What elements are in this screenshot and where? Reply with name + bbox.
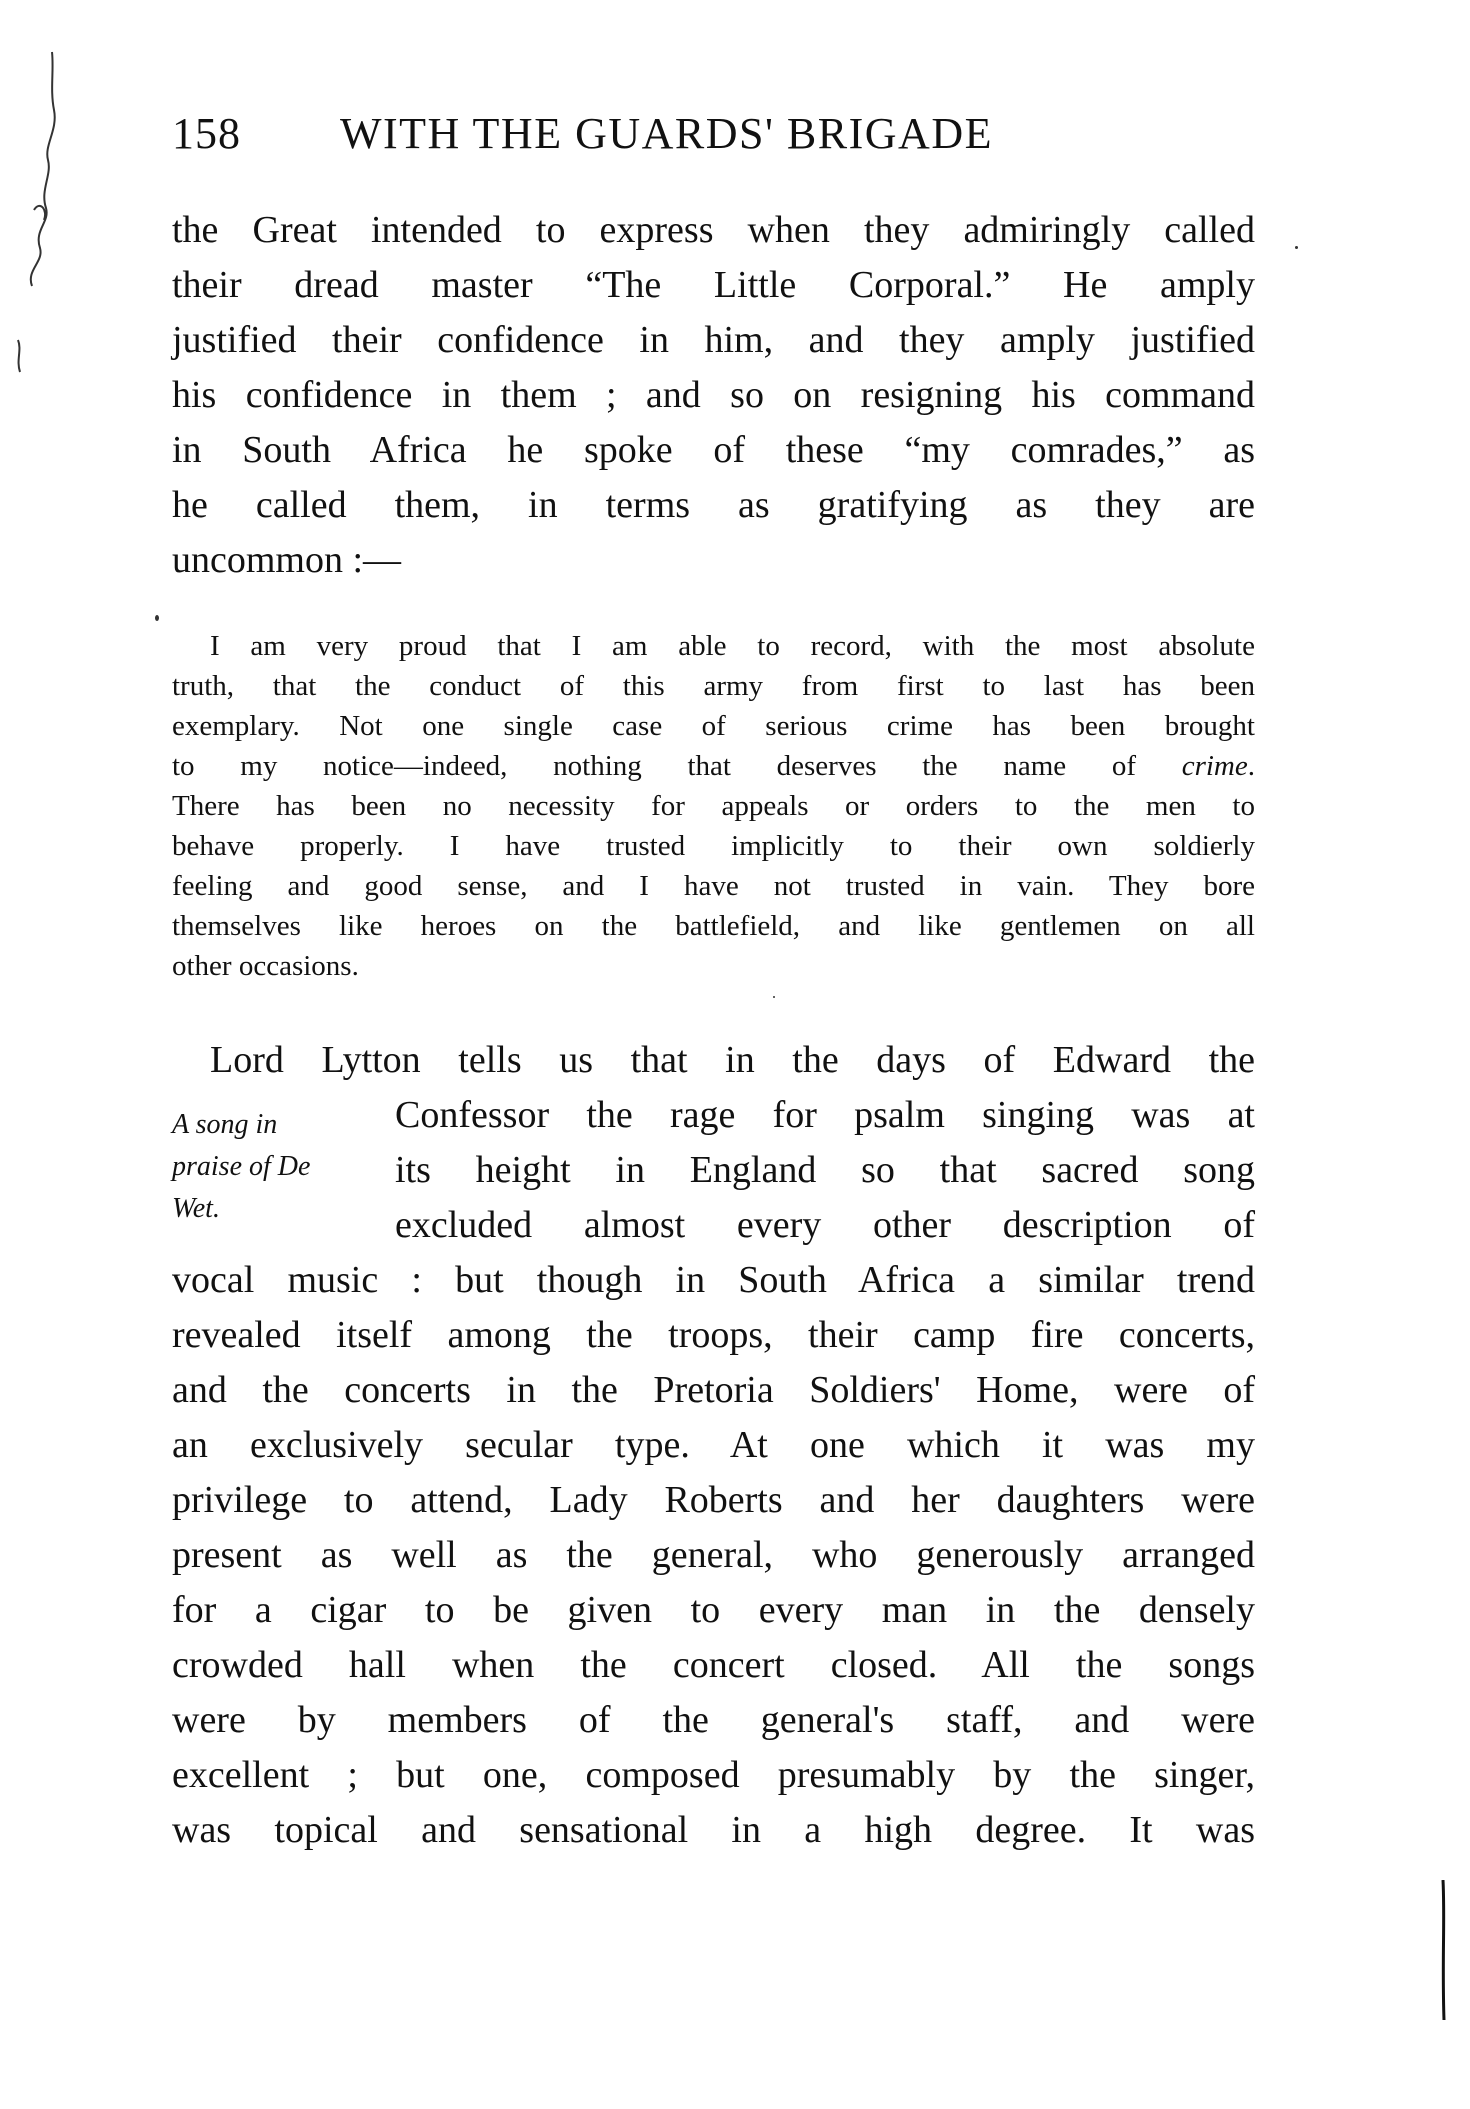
text-line: he called them, in terms as gratifying as they are	[172, 484, 1255, 526]
quote-punctuation: .	[1247, 750, 1255, 782]
ink-speck	[1295, 246, 1298, 249]
text-line: was topical and sensational in a high degree. It was	[172, 1809, 1255, 1851]
text-line: their dread master “The Little Corporal.” He amply	[172, 264, 1255, 306]
text-line: justified their confidence in him, and they amply justified	[172, 319, 1255, 361]
text-line: for a cigar to be given to every man in the densely	[172, 1589, 1255, 1631]
quote-line: feeling and good sense, and I have not trusted in vain. They bore	[172, 870, 1255, 902]
text-line: excellent ; but one, composed presumably by the singer,	[172, 1754, 1255, 1796]
quote-line: truth, that the conduct of this army from first to last has been	[172, 670, 1255, 702]
page-number: 158	[172, 109, 241, 158]
emphasized-word: crime	[1181, 750, 1248, 782]
text-line: Lord Lytton tells us that in the days of Edward the	[210, 1039, 1255, 1081]
text-line: crowded hall when the concert closed. All the songs	[172, 1644, 1255, 1686]
running-title: WITH THE GUARDS' BRIGADE	[340, 109, 993, 158]
text-line: his confidence in them ; and so on resigning his command	[172, 374, 1255, 416]
quote-line	[172, 746, 1255, 786]
text-line: present as well as the general, who generously arranged	[172, 1534, 1255, 1576]
text-line: its height in England so that sacred song	[395, 1149, 1255, 1191]
sidenote-line: A song in	[172, 1109, 278, 1140]
quote-text: to my notice—indeed, nothing that deserves the name of	[172, 750, 1182, 782]
quote-line: There has been no necessity for appeals or orders to the men to	[172, 790, 1255, 822]
ink-speck	[773, 996, 775, 998]
scan-edge-mark	[1440, 1880, 1448, 2020]
text-line: in South Africa he spoke of these “my comrades,” as	[172, 429, 1255, 471]
quote-line: behave properly. I have trusted implicitly to their own soldierly	[172, 830, 1255, 862]
quote-line: exemplary. Not one single case of serious crime has been brought	[172, 710, 1255, 742]
text-line: revealed itself among the troops, their camp fire concerts,	[172, 1314, 1255, 1356]
text-line: uncommon :—	[172, 539, 402, 581]
quote-line: other occasions.	[172, 950, 359, 982]
text-line: vocal music : but though in South Africa a similar trend	[172, 1259, 1255, 1301]
text-line: Confessor the rage for psalm singing was at	[395, 1094, 1255, 1136]
text-line: an exclusively secular type. At one which it was my	[172, 1424, 1255, 1466]
quote-line: themselves like heroes on the battlefield, and like gentlemen on all	[172, 910, 1255, 942]
text-line: were by members of the general's staff, and were	[172, 1699, 1255, 1741]
marginal-sidenote	[172, 1104, 372, 1230]
text-line: excluded almost every other description of	[395, 1204, 1255, 1246]
text-line: the Great intended to express when they admiringly called	[172, 209, 1255, 251]
quote-line: I am very proud that I am able to record, with the most absolute	[210, 630, 1255, 662]
sidenote-line: praise of De	[172, 1151, 311, 1182]
ink-speck	[155, 615, 159, 621]
text-line: privilege to attend, Lady Roberts and her daughters were	[172, 1479, 1255, 1521]
text-line: and the concerts in the Pretoria Soldiers' Home, were of	[172, 1369, 1255, 1411]
sidenote-line: Wet.	[172, 1193, 220, 1224]
handwritten-margin-annotation	[4, 50, 64, 390]
page-header	[172, 108, 1252, 168]
